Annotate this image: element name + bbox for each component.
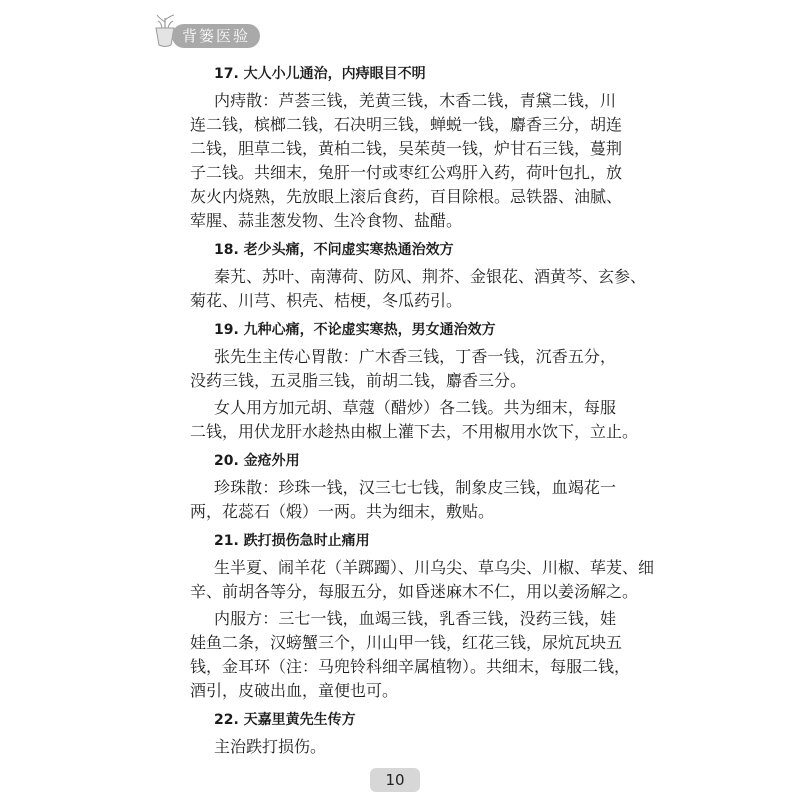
text-line: 连二钱，槟榔二钱，石决明三钱，蝉蜕一钱，麝香三分，胡连	[190, 115, 623, 134]
text-line: 子二钱。共细末，兔肝一付或枣红公鸡肝入药，荷叶包扎，放	[190, 163, 623, 182]
text-line: 菊花、川芎、枳壳、桔梗，冬瓜药引。	[190, 291, 463, 310]
text-line: 生半夏、闹羊花（羊踯躅）、川乌尖、草乌尖、川椒、荜茇、细	[214, 558, 655, 577]
paragraph	[190, 345, 616, 393]
text-line: 辛、前胡各等分，每服五分，如昏迷麻木不仁，用以姜汤解之。	[190, 582, 639, 601]
text-line: 没药三钱，五灵脂三钱，前胡二钱，麝香三分。	[190, 371, 527, 390]
text-line: 两，花蕊石（煅）一两。共为细末，敷贴。	[190, 502, 495, 521]
paragraph	[190, 607, 631, 703]
section-heading: 20. 金疮外用	[214, 453, 300, 469]
paragraph	[190, 476, 616, 524]
page-number: 10	[370, 768, 420, 792]
section-heading: 19. 九种心痛，不论虚实寒热，男女通治效方	[214, 322, 496, 338]
text-line: 珍珠散：珍珠一钱，汉三七七钱，制象皮三钱，血竭花一	[214, 478, 616, 497]
section-heading: 17. 大人小儿通治，内痔眼目不明	[214, 66, 426, 82]
text-line: 钱，金耳环（注：马兜铃科细辛属植物）。共细末，每服二钱，	[190, 657, 631, 676]
text-line: 秦艽、苏叶、南薄荷、防风、荆芥、金银花、酒黄芩、玄参、	[214, 267, 647, 286]
page-body	[190, 62, 655, 759]
paragraph	[190, 735, 616, 759]
text-line: 内服方：三七一钱，血竭三钱，乳香三钱，没药三钱，娃	[214, 609, 616, 628]
section-heading: 22. 天嘉里黄先生传方	[214, 712, 356, 728]
text-line: 酒引，皮破出血，童便也可。	[190, 681, 399, 700]
text-line: 灰火内烧熟，先放眼上滚后食药，百目除根。忌铁器、油腻、	[190, 187, 623, 206]
paragraph	[190, 396, 639, 444]
text-line: 二钱，用伏龙肝水趁热由椒上灌下去，不用椒用水饮下，立止。	[190, 422, 639, 441]
paragraph	[190, 89, 623, 233]
running-header	[152, 12, 352, 52]
section-heading: 21. 跌打损伤急时止痛用	[214, 533, 370, 549]
paragraph	[190, 265, 647, 313]
text-line: 女人用方加元胡、草蔻（醋炒）各二钱。共为细末，每服	[214, 398, 616, 417]
text-line: 内痔散：芦荟三钱，羌黄三钱，木香二钱，青黛二钱，川	[214, 91, 616, 110]
text-line: 荤腥、蒜韭葱发物、生冷食物、盐醋。	[190, 211, 463, 230]
text-line: 张先生主传心胃散：广木香三钱，丁香一钱，沉香五分，	[214, 347, 616, 366]
text-line: 二钱，胆草二钱，黄柏二钱，吴茱萸一钱，炉甘石三钱，蔓荆	[190, 139, 623, 158]
book-title-badge: 背篓医验	[172, 24, 260, 48]
paragraph	[190, 556, 655, 604]
text-line: 娃鱼二条，汉螃蟹三个，川山甲一钱，红花三钱，尿炕瓦块五	[190, 633, 623, 652]
section-heading: 18. 老少头痛，不问虚实寒热通治效方	[214, 242, 454, 258]
text-line: 主治跌打损伤。	[214, 737, 327, 756]
